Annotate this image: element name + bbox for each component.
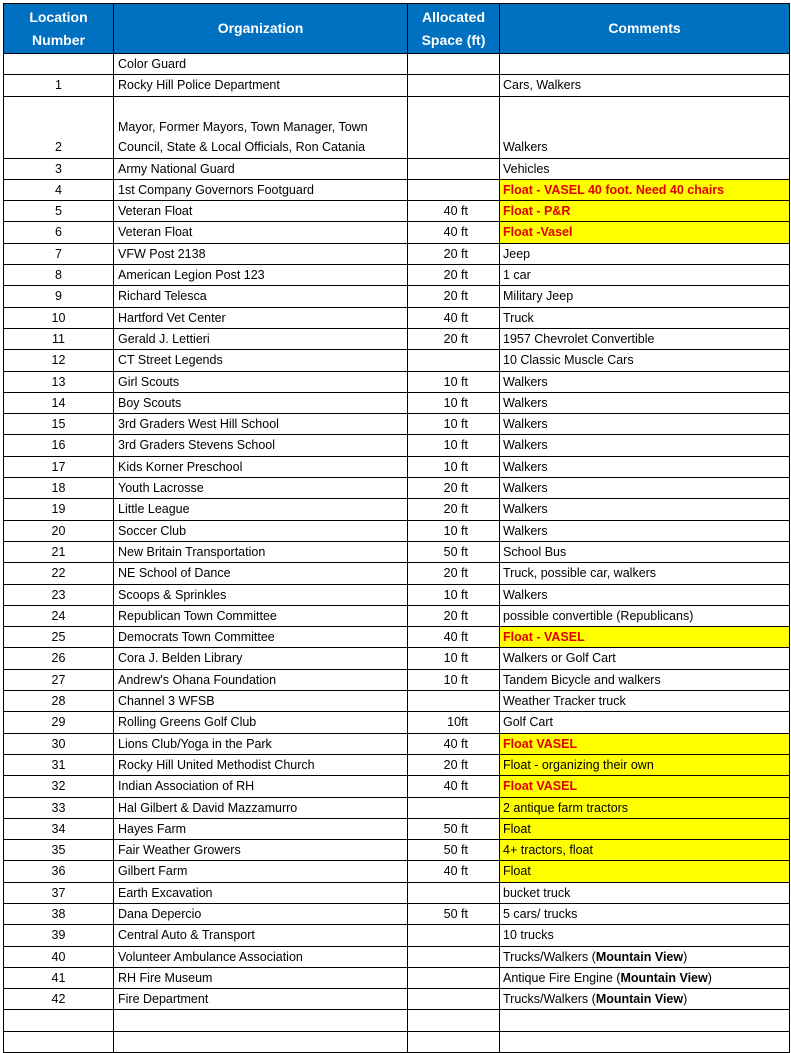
table-row [4, 520, 790, 541]
location-number-cell: 30 [4, 733, 114, 754]
comment-text: 1957 Chevrolet Convertible [503, 331, 655, 346]
organization-cell: Soccer Club [114, 520, 408, 541]
table-row [4, 712, 790, 733]
table-row [4, 392, 790, 413]
allocated-space-cell: 40 ft [408, 733, 500, 754]
allocated-space-cell: 50 ft [408, 840, 500, 861]
allocated-space-cell [408, 797, 500, 818]
comment-cell [500, 669, 790, 690]
table-row [4, 54, 790, 75]
table-row [4, 328, 790, 349]
organization-cell: RH Fire Museum [114, 967, 408, 988]
comment-cell [500, 456, 790, 477]
location-number-cell: 36 [4, 861, 114, 882]
comment-text: Jeep [503, 246, 531, 261]
table-row [4, 265, 790, 286]
organization-cell: Youth Lacrosse [114, 478, 408, 499]
allocated-space-cell: 20 ft [408, 499, 500, 520]
comment-cell [500, 797, 790, 818]
comment-text: Walkers [503, 502, 548, 517]
comment-text: Military Jeep [503, 289, 574, 304]
comment-cell [500, 371, 790, 392]
organization-cell [114, 1010, 408, 1031]
comment-text: Vehicles [503, 161, 550, 176]
location-number-cell: 26 [4, 648, 114, 669]
comment-text: Walkers [503, 459, 548, 474]
comment-cell [500, 286, 790, 307]
location-number-cell: 5 [4, 201, 114, 222]
comment-text: 5 cars/ trucks [503, 906, 578, 921]
allocated-space-cell [408, 96, 500, 158]
organization-cell: Richard Telesca [114, 286, 408, 307]
comment-text: Trucks/Walkers ( [503, 949, 596, 964]
organization-cell: Volunteer Ambulance Association [114, 946, 408, 967]
header-location-number: Location Number [4, 4, 114, 54]
table-row [4, 371, 790, 392]
organization-cell: Scoops & Sprinkles [114, 584, 408, 605]
table-row [4, 1010, 790, 1031]
comment-cell [500, 414, 790, 435]
organization-cell: Fire Department [114, 989, 408, 1010]
location-number-cell: 14 [4, 392, 114, 413]
organization-cell: Channel 3 WFSB [114, 691, 408, 712]
location-number-cell: 9 [4, 286, 114, 307]
organization-cell: CT Street Legends [114, 350, 408, 371]
allocated-space-cell: 10 ft [408, 435, 500, 456]
table-row [4, 925, 790, 946]
comment-text: Tandem Bicycle and walkers [503, 672, 661, 687]
comment-cell [500, 563, 790, 584]
comment-cell [500, 605, 790, 626]
comment-text: Walkers [503, 523, 548, 538]
comment-text: Walkers [503, 140, 548, 155]
comment-cell [500, 96, 790, 158]
table-row [4, 158, 790, 179]
comment-text: Float - VASEL [503, 630, 585, 645]
comment-tail-text: ) [683, 992, 688, 1007]
allocated-space-cell: 20 ft [408, 754, 500, 775]
allocated-space-cell: 20 ft [408, 605, 500, 626]
table-row [4, 903, 790, 924]
lineup-table [3, 3, 790, 1053]
comment-cell [500, 179, 790, 200]
location-number-cell: 32 [4, 776, 114, 797]
allocated-space-cell: 10 ft [408, 414, 500, 435]
allocated-space-cell [408, 54, 500, 75]
comment-bold-text: Mountain View [595, 949, 684, 964]
organization-cell: Lions Club/Yoga in the Park [114, 733, 408, 754]
location-number-cell: 42 [4, 989, 114, 1010]
table-row [4, 350, 790, 371]
comment-cell [500, 201, 790, 222]
table-row [4, 478, 790, 499]
allocated-space-cell: 40 ft [408, 307, 500, 328]
comment-cell [500, 222, 790, 243]
location-number-cell: 34 [4, 818, 114, 839]
allocated-space-cell: 10 ft [408, 669, 500, 690]
comment-text: 4+ tractors, float [503, 843, 593, 858]
location-number-cell: 41 [4, 967, 114, 988]
allocated-space-cell [408, 946, 500, 967]
location-number-cell: 21 [4, 541, 114, 562]
table-row [4, 414, 790, 435]
table-row [4, 179, 790, 200]
organization-cell: Gerald J. Lettieri [114, 328, 408, 349]
allocated-space-cell [408, 350, 500, 371]
comment-text: Cars, Walkers [503, 78, 582, 93]
location-number-cell: 18 [4, 478, 114, 499]
comment-cell [500, 903, 790, 924]
comment-cell [500, 648, 790, 669]
comment-text: Truck, possible car, walkers [503, 566, 657, 581]
allocated-space-cell [408, 158, 500, 179]
comment-text: Truck [503, 310, 534, 325]
location-number-cell: 7 [4, 243, 114, 264]
comment-tail-text: ) [683, 949, 688, 964]
organization-cell: Boy Scouts [114, 392, 408, 413]
location-number-cell: 24 [4, 605, 114, 626]
organization-cell: Fair Weather Growers [114, 840, 408, 861]
comment-cell [500, 158, 790, 179]
table-row [4, 75, 790, 96]
comment-cell [500, 328, 790, 349]
location-number-cell: 22 [4, 563, 114, 584]
table-row [4, 307, 790, 328]
table-row [4, 733, 790, 754]
comment-cell [500, 584, 790, 605]
location-number-cell: 31 [4, 754, 114, 775]
table-row [4, 96, 790, 158]
allocated-space-cell [408, 691, 500, 712]
allocated-space-cell [408, 75, 500, 96]
comment-text: 2 antique farm tractors [503, 800, 629, 815]
comment-text: possible convertible (Republicans) [503, 608, 694, 623]
table-row [4, 754, 790, 775]
comment-cell [500, 541, 790, 562]
allocated-space-cell: 20 ft [408, 265, 500, 286]
allocated-space-cell: 20 ft [408, 328, 500, 349]
comment-cell [500, 818, 790, 839]
organization-cell: Hal Gilbert & David Mazzamurro [114, 797, 408, 818]
table-row [4, 861, 790, 882]
comment-text: Trucks/Walkers ( [503, 992, 596, 1007]
comment-text: Float [503, 864, 531, 879]
location-number-cell [4, 1010, 114, 1031]
organization-cell: Veteran Float [114, 222, 408, 243]
organization-cell: Gilbert Farm [114, 861, 408, 882]
location-number-cell: 37 [4, 882, 114, 903]
organization-cell: Girl Scouts [114, 371, 408, 392]
organization-cell: Color Guard [114, 54, 408, 75]
allocated-space-cell: 20 ft [408, 243, 500, 264]
organization-cell: Little League [114, 499, 408, 520]
header-comments: Comments [500, 4, 790, 54]
organization-cell [114, 1031, 408, 1052]
allocated-space-cell: 40 ft [408, 776, 500, 797]
comment-text: Float -Vasel [503, 225, 573, 240]
table-row [4, 563, 790, 584]
comment-cell [500, 1010, 790, 1031]
comment-text: Weather Tracker truck [503, 694, 626, 709]
comment-cell [500, 776, 790, 797]
table-body [4, 54, 790, 1053]
comment-cell [500, 691, 790, 712]
comment-text: Golf Cart [503, 715, 554, 730]
comment-cell [500, 967, 790, 988]
location-number-cell: 4 [4, 179, 114, 200]
comment-cell [500, 350, 790, 371]
comment-text: Walkers [503, 374, 548, 389]
comment-cell [500, 54, 790, 75]
comment-bold-text: Mountain View [595, 992, 684, 1007]
location-number-cell: 11 [4, 328, 114, 349]
table-row [4, 243, 790, 264]
table-row [4, 669, 790, 690]
table-row [4, 499, 790, 520]
comment-cell [500, 307, 790, 328]
comment-cell [500, 754, 790, 775]
location-number-cell: 15 [4, 414, 114, 435]
comment-cell [500, 946, 790, 967]
organization-cell: Mayor, Former Mayors, Town Manager, Town Council, State & Local Officials, Ron Catania [114, 96, 408, 158]
organization-cell: Indian Association of RH [114, 776, 408, 797]
comment-cell [500, 925, 790, 946]
location-number-cell: 23 [4, 584, 114, 605]
location-number-cell: 8 [4, 265, 114, 286]
comment-cell [500, 392, 790, 413]
table-row [4, 882, 790, 903]
organization-cell: New Britain Transportation [114, 541, 408, 562]
allocated-space-cell [408, 1031, 500, 1052]
organization-cell: 3rd Graders West Hill School [114, 414, 408, 435]
organization-cell: Rocky Hill United Methodist Church [114, 754, 408, 775]
comment-cell [500, 265, 790, 286]
location-number-cell [4, 54, 114, 75]
allocated-space-cell: 50 ft [408, 541, 500, 562]
table-row [4, 627, 790, 648]
header-allocated-space: Allocated Space (ft) [408, 4, 500, 54]
organization-cell: American Legion Post 123 [114, 265, 408, 286]
table-row [4, 1031, 790, 1052]
location-number-cell: 17 [4, 456, 114, 477]
comment-text: Float - organizing their own [503, 757, 654, 772]
location-number-cell: 2 [4, 96, 114, 158]
comment-cell [500, 733, 790, 754]
parade-lineup-sheet [3, 3, 789, 1053]
comment-text: Float VASEL [503, 736, 578, 751]
allocated-space-cell: 20 ft [408, 563, 500, 584]
location-number-cell: 28 [4, 691, 114, 712]
organization-cell: Rocky Hill Police Department [114, 75, 408, 96]
comment-text: Walkers [503, 438, 548, 453]
location-number-cell: 10 [4, 307, 114, 328]
comment-text: bucket truck [503, 885, 571, 900]
allocated-space-cell: 20 ft [408, 478, 500, 499]
organization-cell: Republican Town Committee [114, 605, 408, 626]
comment-text: Walkers [503, 417, 548, 432]
comment-text: School Bus [503, 544, 567, 559]
comment-text: 10 trucks [503, 928, 554, 943]
comment-text: Walkers [503, 395, 548, 410]
allocated-space-cell: 10ft [408, 712, 500, 733]
header-row [4, 4, 790, 54]
organization-cell: Rolling Greens Golf Club [114, 712, 408, 733]
location-number-cell: 19 [4, 499, 114, 520]
header-organization: Organization [114, 4, 408, 54]
table-row [4, 797, 790, 818]
allocated-space-cell: 40 ft [408, 627, 500, 648]
organization-cell: Veteran Float [114, 201, 408, 222]
organization-cell: 3rd Graders Stevens School [114, 435, 408, 456]
location-number-cell: 3 [4, 158, 114, 179]
organization-cell: Andrew's Ohana Foundation [114, 669, 408, 690]
location-number-cell: 40 [4, 946, 114, 967]
location-number-cell: 13 [4, 371, 114, 392]
comment-text: Walkers [503, 481, 548, 496]
table-row [4, 691, 790, 712]
location-number-cell: 16 [4, 435, 114, 456]
organization-cell: VFW Post 2138 [114, 243, 408, 264]
table-row [4, 201, 790, 222]
comment-text: 10 Classic Muscle Cars [503, 353, 634, 368]
organization-cell: Hartford Vet Center [114, 307, 408, 328]
allocated-space-cell [408, 967, 500, 988]
allocated-space-cell: 50 ft [408, 818, 500, 839]
allocated-space-cell [408, 1010, 500, 1031]
comment-text: Walkers or Golf Cart [503, 651, 616, 666]
comment-cell [500, 478, 790, 499]
comment-cell [500, 882, 790, 903]
organization-cell: Kids Korner Preschool [114, 456, 408, 477]
comment-cell [500, 861, 790, 882]
allocated-space-cell: 50 ft [408, 903, 500, 924]
organization-cell: NE School of Dance [114, 563, 408, 584]
comment-cell [500, 712, 790, 733]
allocated-space-cell: 10 ft [408, 456, 500, 477]
comment-cell [500, 989, 790, 1010]
location-number-cell: 6 [4, 222, 114, 243]
table-row [4, 967, 790, 988]
organization-cell: Central Auto & Transport [114, 925, 408, 946]
organization-cell: Army National Guard [114, 158, 408, 179]
table-row [4, 456, 790, 477]
location-number-cell: 33 [4, 797, 114, 818]
comment-text: 1 car [503, 268, 531, 283]
allocated-space-cell: 10 ft [408, 648, 500, 669]
table-row [4, 584, 790, 605]
allocated-space-cell: 40 ft [408, 222, 500, 243]
table-row [4, 435, 790, 456]
allocated-space-cell: 10 ft [408, 392, 500, 413]
location-number-cell: 20 [4, 520, 114, 541]
location-number-cell: 1 [4, 75, 114, 96]
comment-cell [500, 1031, 790, 1052]
organization-cell: Hayes Farm [114, 818, 408, 839]
table-row [4, 946, 790, 967]
comment-text: Antique Fire Engine ( [503, 970, 621, 985]
comment-cell [500, 520, 790, 541]
allocated-space-cell: 10 ft [408, 371, 500, 392]
organization-cell: Democrats Town Committee [114, 627, 408, 648]
comment-cell [500, 243, 790, 264]
organization-cell: 1st Company Governors Footguard [114, 179, 408, 200]
comment-text: Float - VASEL 40 foot. Need 40 chairs [503, 182, 725, 197]
comment-cell [500, 840, 790, 861]
comment-text: Walkers [503, 587, 548, 602]
allocated-space-cell [408, 925, 500, 946]
comment-text: Float VASEL [503, 779, 578, 794]
comment-text: Float [503, 821, 531, 836]
allocated-space-cell: 20 ft [408, 286, 500, 307]
table-row [4, 222, 790, 243]
comment-cell [500, 435, 790, 456]
table-row [4, 818, 790, 839]
location-number-cell: 39 [4, 925, 114, 946]
table-row [4, 648, 790, 669]
organization-cell: Earth Excavation [114, 882, 408, 903]
table-row [4, 286, 790, 307]
allocated-space-cell: 40 ft [408, 201, 500, 222]
location-number-cell: 38 [4, 903, 114, 924]
allocated-space-cell [408, 179, 500, 200]
comment-cell [500, 627, 790, 648]
comment-text: Float - P&R [503, 204, 571, 219]
location-number-cell: 25 [4, 627, 114, 648]
table-row [4, 541, 790, 562]
comment-cell [500, 75, 790, 96]
location-number-cell: 35 [4, 840, 114, 861]
allocated-space-cell [408, 989, 500, 1010]
comment-cell [500, 499, 790, 520]
table-row [4, 605, 790, 626]
comment-bold-text: Mountain View [620, 970, 708, 985]
location-number-cell: 12 [4, 350, 114, 371]
comment-tail-text: ) [707, 970, 712, 985]
location-number-cell [4, 1031, 114, 1052]
location-number-cell: 27 [4, 669, 114, 690]
organization-cell: Dana Depercio [114, 903, 408, 924]
organization-cell: Cora J. Belden Library [114, 648, 408, 669]
table-row [4, 989, 790, 1010]
allocated-space-cell: 10 ft [408, 584, 500, 605]
table-row [4, 840, 790, 861]
table-row [4, 776, 790, 797]
allocated-space-cell: 40 ft [408, 861, 500, 882]
allocated-space-cell [408, 882, 500, 903]
location-number-cell: 29 [4, 712, 114, 733]
allocated-space-cell: 10 ft [408, 520, 500, 541]
